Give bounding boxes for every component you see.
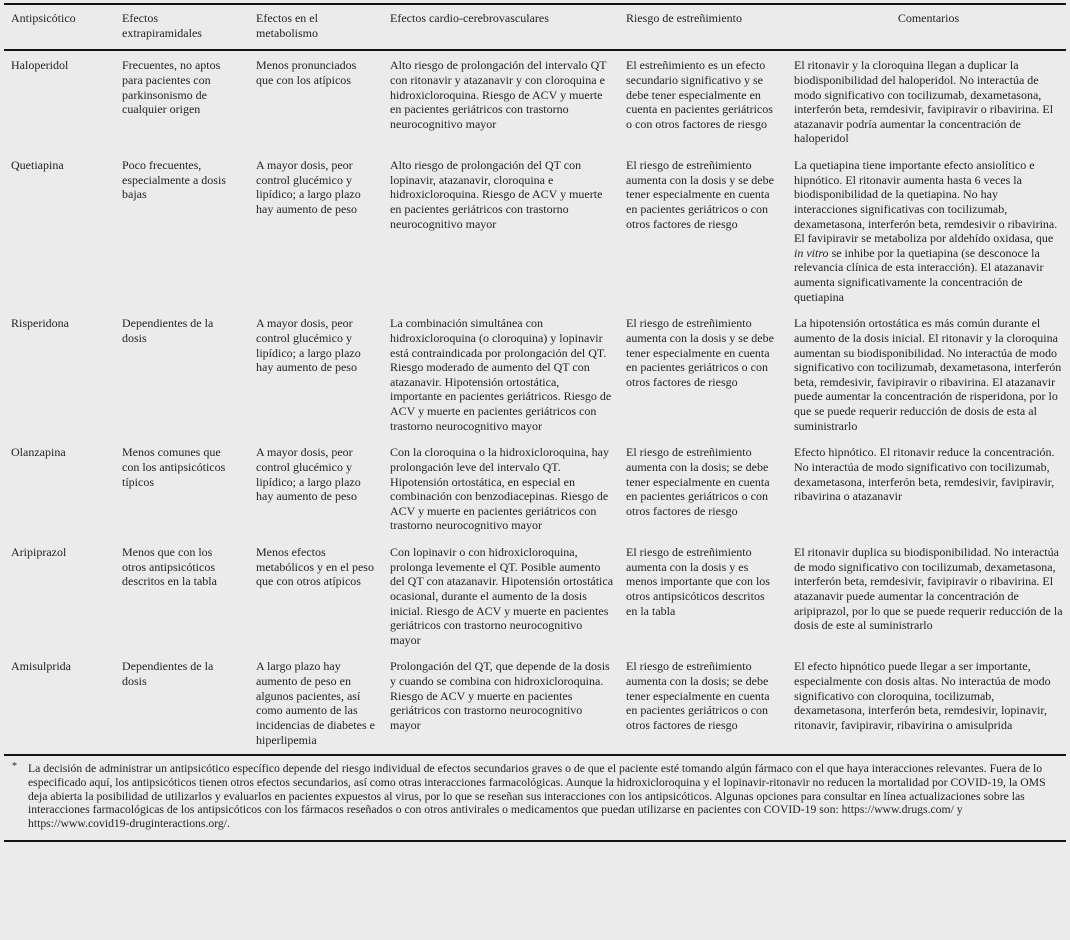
cell-riesgo-estrenimiento: El riesgo de estreñimiento aumenta con la dosis; se debe tener especialmente en cuenta en pacientes geriátricos o con otros factores de riesgo [626, 445, 770, 518]
cell-riesgo-estrenimiento: El estreñimiento es un efecto secundario significativo y se debe tener especialmente en cuenta en pacientes geriátricos o con otros factores de riesgo [626, 58, 773, 131]
comentarios-text: se inhibe por la quetiapina (se desconoce la relevancia clínica de esta interacción). El atazanavir aumenta significativamente la concentración de quetiapina [794, 245, 1044, 304]
cell-comentarios: El ritonavir y la cloroquina llegan a duplicar la biodisponibilidad del haloperidol. No interactúa de modo significativo con tocilizumab, dexametasona, interferón beta, remdesivir, favipiravir o ribavirina. El atazanavir podría aumentar la concentración de haloperidol [794, 58, 1054, 146]
table-row-olanzapina [4, 440, 1066, 540]
antipsychotics-table [4, 3, 1066, 756]
cell-efectos-cardio: Alto riesgo de prolongación del intervalo QT con ritonavir y atazanavir y con cloroquina e hidroxicloroquina. Riesgo de ACV y muerte en pacientes geriátricos con trastorno neurocognitivo mayor [390, 58, 607, 131]
cell-comentarios: La hipotensión ortostática es más común durante el aumento de la dosis inicial. El ritonavir y la cloroquina aumentan su biodisponibilidad. No interactúa de modo significativo con tocilizumab, dexametasona, interferón beta, remdesivir, favipiravir o ribavirina. El atazanavir puede aumentar la concentración de risperidona, por lo que se puede requerir reducción de dosis de esta al suministrarlo [794, 316, 1062, 433]
cell-riesgo-estrenimiento: El riesgo de estreñimiento aumenta con la dosis; se debe tener especialmente en cuenta en pacientes geriátricos o con otros factores de riesgo [626, 659, 770, 732]
header-row [4, 4, 1066, 50]
column-header-efectos-metabolismo: Efectos en el metabolismo [256, 4, 390, 50]
table-body [4, 50, 1066, 755]
cell-efectos-extrapiramidales: Poco frecuentes, especialmente a dosis bajas [122, 158, 226, 202]
cell-efectos-metabolismo: A mayor dosis, peor control glucémico y lipídico; a largo plazo hay aumento de peso [256, 158, 361, 216]
column-header-comentarios: Comentarios [794, 4, 1066, 50]
cell-riesgo-estrenimiento: El riesgo de estreñimiento aumenta con la dosis y es menos importante que con los otros antipsicóticos descritos en la tabla [626, 545, 770, 618]
footnote-text: La decisión de administrar un antipsicótico específico depende del riesgo individual de efectos secundarios graves o de que el paciente esté tomando algún fármaco con el que haya interacciones relevantes. Fuera de lo especificado aquí, los antipsicóticos tienen otros efectos secundarios, así como otras interacciones farmacológicas. Aunque la hidroxicloroquina y el lopinavir-ritonavir no reducen la mortalidad por COVID-19, la OMS deja abierta la posibilidad de utilizarlos y evaluarlos en pacientes expuestos al virus, por lo que se reseñan sus interacciones con los antipsicóticos. Algunas opciones para consultar en línea actualizaciones sobre las interacciones farmacológicas de los antipsicóticos con los fármacos reseñados o con otros antivirales o medicamentos que puedan utilizarse en pacientes con COVID-19 son: https://www.drugs.com/ y https://www.covid19-druginteractions.org/. [28, 762, 1046, 830]
cell-drug-name: Aripiprazol [11, 545, 67, 559]
cell-efectos-extrapiramidales: Dependientes de la dosis [122, 659, 214, 688]
cell-efectos-metabolismo: A mayor dosis, peor control glucémico y lipídico; a largo plazo hay aumento de peso [256, 445, 361, 504]
cell-efectos-extrapiramidales: Menos que con los otros antipsicóticos descritos en la tabla [122, 545, 217, 589]
cell-drug-name: Haloperidol [11, 58, 69, 73]
column-header-efectos-extrapiramidales: Efectos extrapiramidales [122, 4, 256, 50]
cell-efectos-metabolismo: A mayor dosis, peor control glucémico y lipídico; a largo plazo hay aumento de peso [256, 316, 361, 375]
footnote-asterisk: * [12, 761, 17, 773]
cell-efectos-extrapiramidales: Frecuentes, no aptos para pacientes con parkinsonismo de cualquier origen [122, 58, 221, 117]
table-footnote [4, 756, 1066, 841]
cell-efectos-cardio: Con la cloroquina o la hidroxicloroquina, hay prolongación leve del intervalo QT. Hipotensión ortostática, en especial en combinación con benzodiacepinas. Riesgo de ACV y muerte en pacientes geriátricos con trastorno neurocognitivo mayor [390, 445, 609, 533]
comentarios-text: La quetiapina tiene importante efecto ansiolítico e hipnótico. El ritonavir aumenta hasta 6 veces la biodisponibilidad de la quetiapina. No hay interacciones significativas con tocilizumab, dexametasona, interferón beta, remdesivir o ribavirina. El favipiravir se metaboliza por aldehído oxidasa, que [794, 158, 1058, 246]
cell-efectos-metabolismo: A largo plazo hay aumento de peso en algunos pacientes, así como aumento de las incidencias de diabetes e hiperlipemia [256, 659, 375, 747]
table-row-amisulprida [4, 654, 1066, 755]
cell-comentarios [794, 153, 1066, 311]
cell-drug-name: Olanzapina [11, 445, 66, 460]
cell-comentarios: El ritonavir duplica su biodisponibilidad. No interactúa de modo significativo con tocilizumab, dexametasona, interferón beta, remdesivir, favipiravir o ribavirina. El atazanavir puede aumentar la concentración de aripiprazol, por lo que se puede requerir reducción de la dosis de este al suministrarlo [794, 545, 1063, 633]
cell-riesgo-estrenimiento: El riesgo de estreñimiento aumenta con la dosis y se debe tener especialmente en cuenta en pacientes geriátricos o con otros factores de riesgo [626, 316, 774, 389]
column-header-riesgo-estrenimiento: Riesgo de estreñimiento [626, 4, 794, 50]
cell-comentarios: Efecto hipnótico. El ritonavir reduce la concentración. No interactúa de modo significativo con tocilizumab, dexametasona, interferón beta, remdesivir, favipiravir, ribavirina o atazanavir [794, 445, 1055, 504]
table-row-aripiprazol [4, 540, 1066, 654]
cell-drug-name: Quetiapina [11, 158, 64, 172]
cell-efectos-cardio: Alto riesgo de prolongación del QT con lopinavir, atazanavir, cloroquina e hidroxicloroquina. Riesgo de ACV y muerte en pacientes geriátricos con trastorno neurocognitivo mayor [390, 158, 603, 231]
table-header [4, 4, 1066, 50]
column-header-antipsicotico: Antipsicótico [4, 4, 122, 50]
cell-efectos-extrapiramidales: Menos comunes que con los antipsicóticos típicos [122, 445, 226, 489]
antipsychotics-table-sheet [4, 3, 1066, 842]
cell-efectos-cardio: La combinación simultánea con hidroxicloroquina (o cloroquina) y lopinavir está contraindicada por prolongación del QT. Riesgo moderado de aumento del QT con atazanavir. Hipotensión ortostática, importante en pacientes geriátricos. Riesgo de ACV y muerte en pacientes geriátricos con trastorno neurocognitivo mayor [390, 316, 612, 433]
table-row-risperidona [4, 311, 1066, 440]
comentarios-italic-text: in vitro [794, 245, 829, 260]
cell-efectos-metabolismo: Menos efectos metabólicos y en el peso que con otros atípicos [256, 545, 374, 589]
cell-drug-name: Risperidona [11, 316, 69, 331]
cell-drug-name: Amisulprida [11, 659, 71, 674]
cell-efectos-metabolismo: Menos pronunciados que con los atípicos [256, 58, 357, 87]
cell-comentarios: El efecto hipnótico puede llegar a ser importante, especialmente con dosis altas. No interactúa de modo significativo con cloroquina, tocilizumab, dexametasona, interferón beta, remdesivir, lopinavir, ritonavir, favipiravir, ribavirina o amisulprida [794, 659, 1051, 732]
cell-efectos-cardio: Con lopinavir o con hidroxicloroquina, prolonga levemente el QT. Posible aumento del QT con atazanavir. Hipotensión ortostática ocasional, durante el aumento de la dosis inicial. Riesgo de ACV y muerte en pacientes geriátricos con trastorno neurocognitivo mayor [390, 545, 614, 647]
cell-efectos-cardio: Prolongación del QT, que depende de la dosis y cuando se combina con hidroxicloroquina. Riesgo de ACV y muerte en pacientes geriátricos con trastorno neurocognitivo mayor [390, 659, 610, 732]
column-header-efectos-cardio-cerebrovasculares: Efectos cardio-cerebrovasculares [390, 4, 626, 50]
table-row-quetiapina [4, 153, 1066, 311]
table-row-haloperidol [4, 50, 1066, 153]
cell-efectos-extrapiramidales: Dependientes de la dosis [122, 316, 214, 345]
cell-riesgo-estrenimiento: El riesgo de estreñimiento aumenta con la dosis y se debe tener especialmente en cuenta en pacientes geriátricos o con otros factores de riesgo [626, 158, 774, 231]
